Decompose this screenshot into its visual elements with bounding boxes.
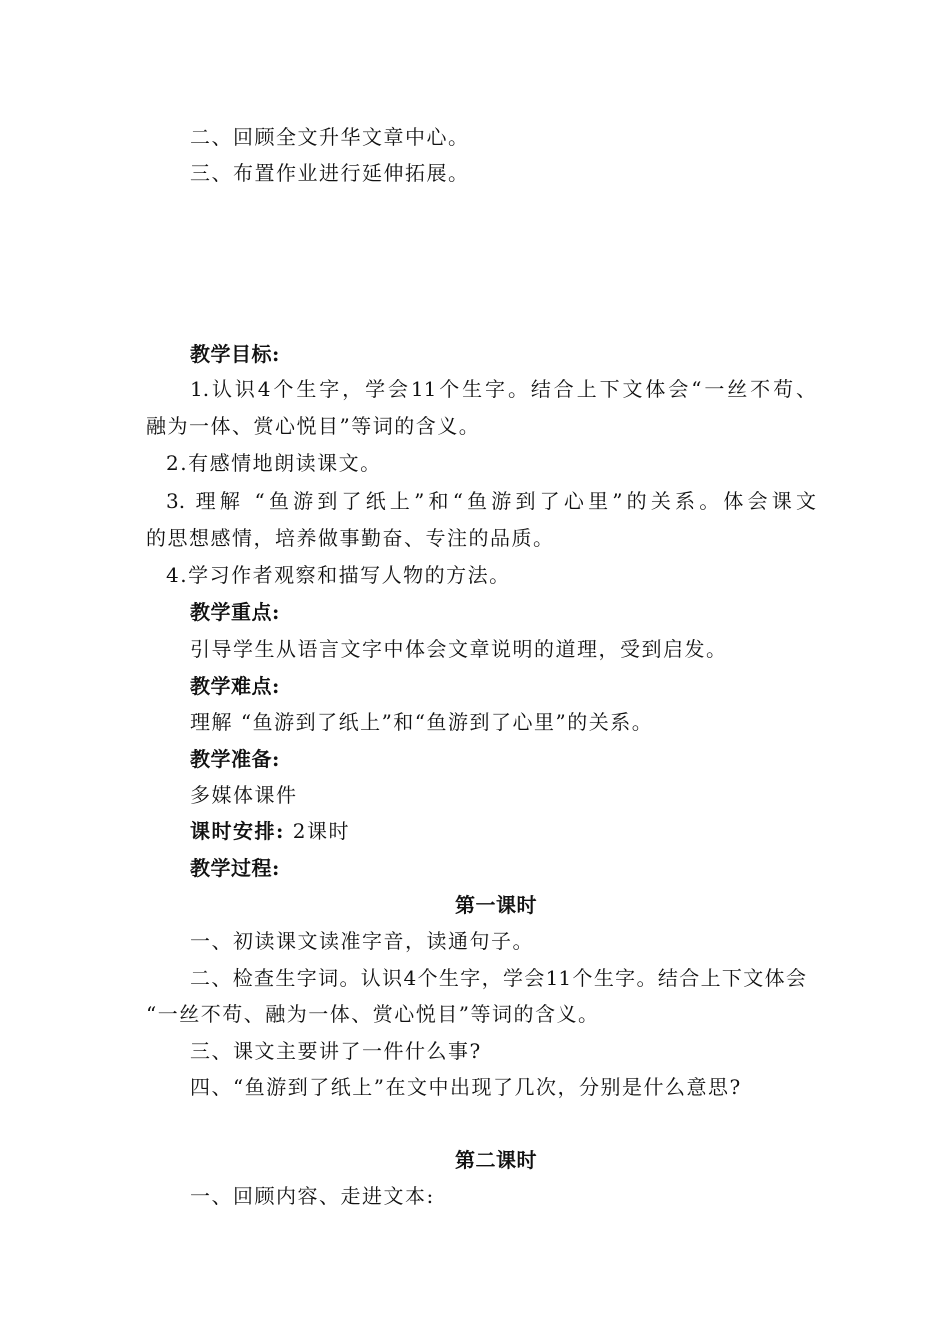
text-line: 多媒体课件 <box>190 783 298 807</box>
text-line: 二、回顾全文升华文章中心。 <box>190 125 470 149</box>
text-line: 三、布置作业进行延伸拓展。 <box>190 161 470 185</box>
text-line: 一、回顾内容、走进文本: <box>190 1184 435 1208</box>
text-line: 四、“鱼游到了纸上”在文中出现了几次，分别是什么意思? <box>190 1075 742 1099</box>
section-heading: 教学重点: <box>190 600 280 624</box>
text-line: 引导学生从语言文字中体会文章说明的道理，受到启发。 <box>190 637 728 661</box>
text-line: 的思想感情，培养做事勤奋、专注的品质。 <box>146 526 555 550</box>
text-line: 融为一体、赏心悦目”等词的含义。 <box>146 414 481 438</box>
text-line: 2.有感情地朗读课文。 <box>166 451 382 475</box>
lesson-title: 第一课时 <box>455 893 537 917</box>
schedule-line <box>190 816 820 846</box>
text-line: “一丝不苟、融为一体、赏心悦目”等词的含义。 <box>146 1002 600 1026</box>
text-line: 4.学习作者观察和描写人物的方法。 <box>166 563 511 587</box>
text-line: 2课时 <box>292 819 350 843</box>
lesson-title: 第二课时 <box>455 1148 537 1172</box>
section-heading: 教学准备: <box>190 747 280 771</box>
text-line: 1.认识4个生字，学会11个生字。结合上下文体会“一丝不苟、 <box>190 377 816 401</box>
text-line: 二、检查生字词。认识4个生字，学会11个生字。结合上下文体会 <box>190 966 806 990</box>
section-heading: 教学难点: <box>190 674 280 698</box>
text-line: 三、课文主要讲了一件什么事? <box>190 1039 482 1063</box>
section-heading: 课时安排: <box>190 819 285 843</box>
section-heading: 教学过程: <box>190 856 280 880</box>
section-heading: 教学目标: <box>190 342 280 366</box>
text-line: 一、初读课文读准字音，读通句子。 <box>190 929 534 953</box>
text-line: 理解 “鱼游到了纸上”和“鱼游到了心里”的关系。 <box>190 710 654 734</box>
text-line: 3. 理解 “鱼游到了纸上”和“鱼游到了心里”的关系。体会课文 <box>166 489 816 513</box>
